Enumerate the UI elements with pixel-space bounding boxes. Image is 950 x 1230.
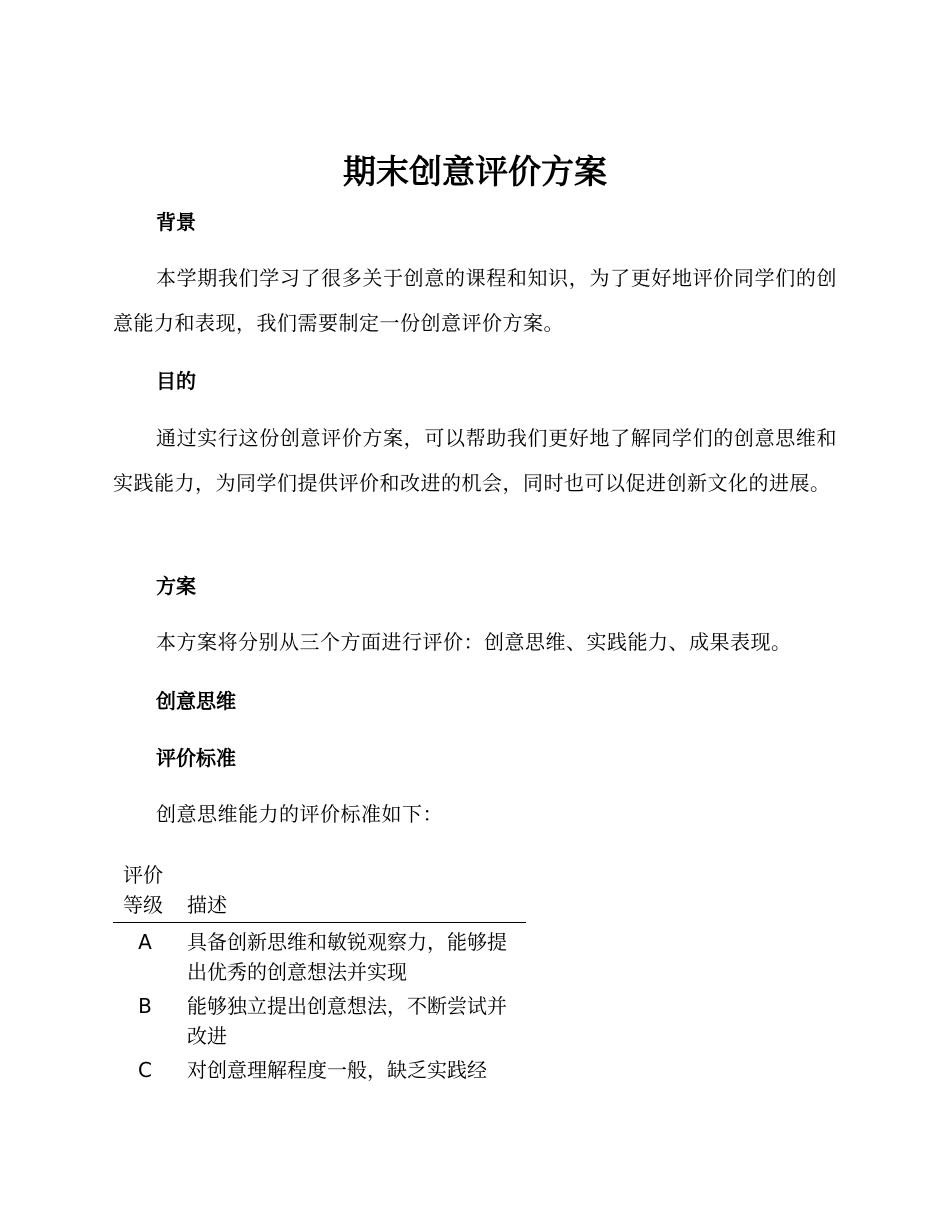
table-row (113, 987, 526, 1051)
paragraph-background: 本学期我们学习了很多关于创意的课程和知识，为了更好地评价同学们的创意能力和表现，我们需要制定一份创意评价方案。 (113, 266, 837, 335)
criteria-table (113, 860, 526, 1085)
heading-creative-thinking: 创意思维 (156, 689, 236, 713)
header-grade-text: 评价等级 (123, 863, 163, 917)
heading-purpose: 目的 (156, 369, 196, 393)
table-cell-grade: A (138, 930, 152, 954)
document-title: 期末创意评价方案 (343, 152, 607, 191)
paragraph-plan: 本方案将分别从三个方面进行评价：创意思维、实践能力、成果表现。 (156, 630, 792, 654)
table-cell-description: 能够独立提出创意想法，不断尝试并改进 (187, 994, 507, 1048)
heading-plan: 方案 (156, 574, 196, 598)
table-cell-grade: B (138, 994, 152, 1018)
table-cell-grade: C (138, 1058, 152, 1082)
criteria-table-container (113, 860, 526, 1085)
heading-background: 背景 (156, 210, 196, 234)
heading-criteria: 评价标准 (156, 746, 236, 770)
table-header-row (113, 860, 526, 923)
table-row (113, 923, 526, 988)
table-row (113, 1051, 526, 1085)
paragraph-criteria: 创意思维能力的评价标准如下： (156, 802, 443, 826)
table-header-grade (113, 860, 177, 923)
table-cell-description: 具备创新思维和敏锐观察力，能够提出优秀的创意想法并实现 (187, 930, 507, 984)
table-cell-description: 对创意理解程度一般，缺乏实践经 (187, 1058, 487, 1082)
paragraph-purpose: 通过实行这份创意评价方案，可以帮助我们更好地了解同学们的创意思维和实践能力，为同学们提供评价和改进的机会，同时也可以促进创新文化的进展。 (113, 426, 837, 495)
table-header-description: 描述 (187, 893, 227, 917)
